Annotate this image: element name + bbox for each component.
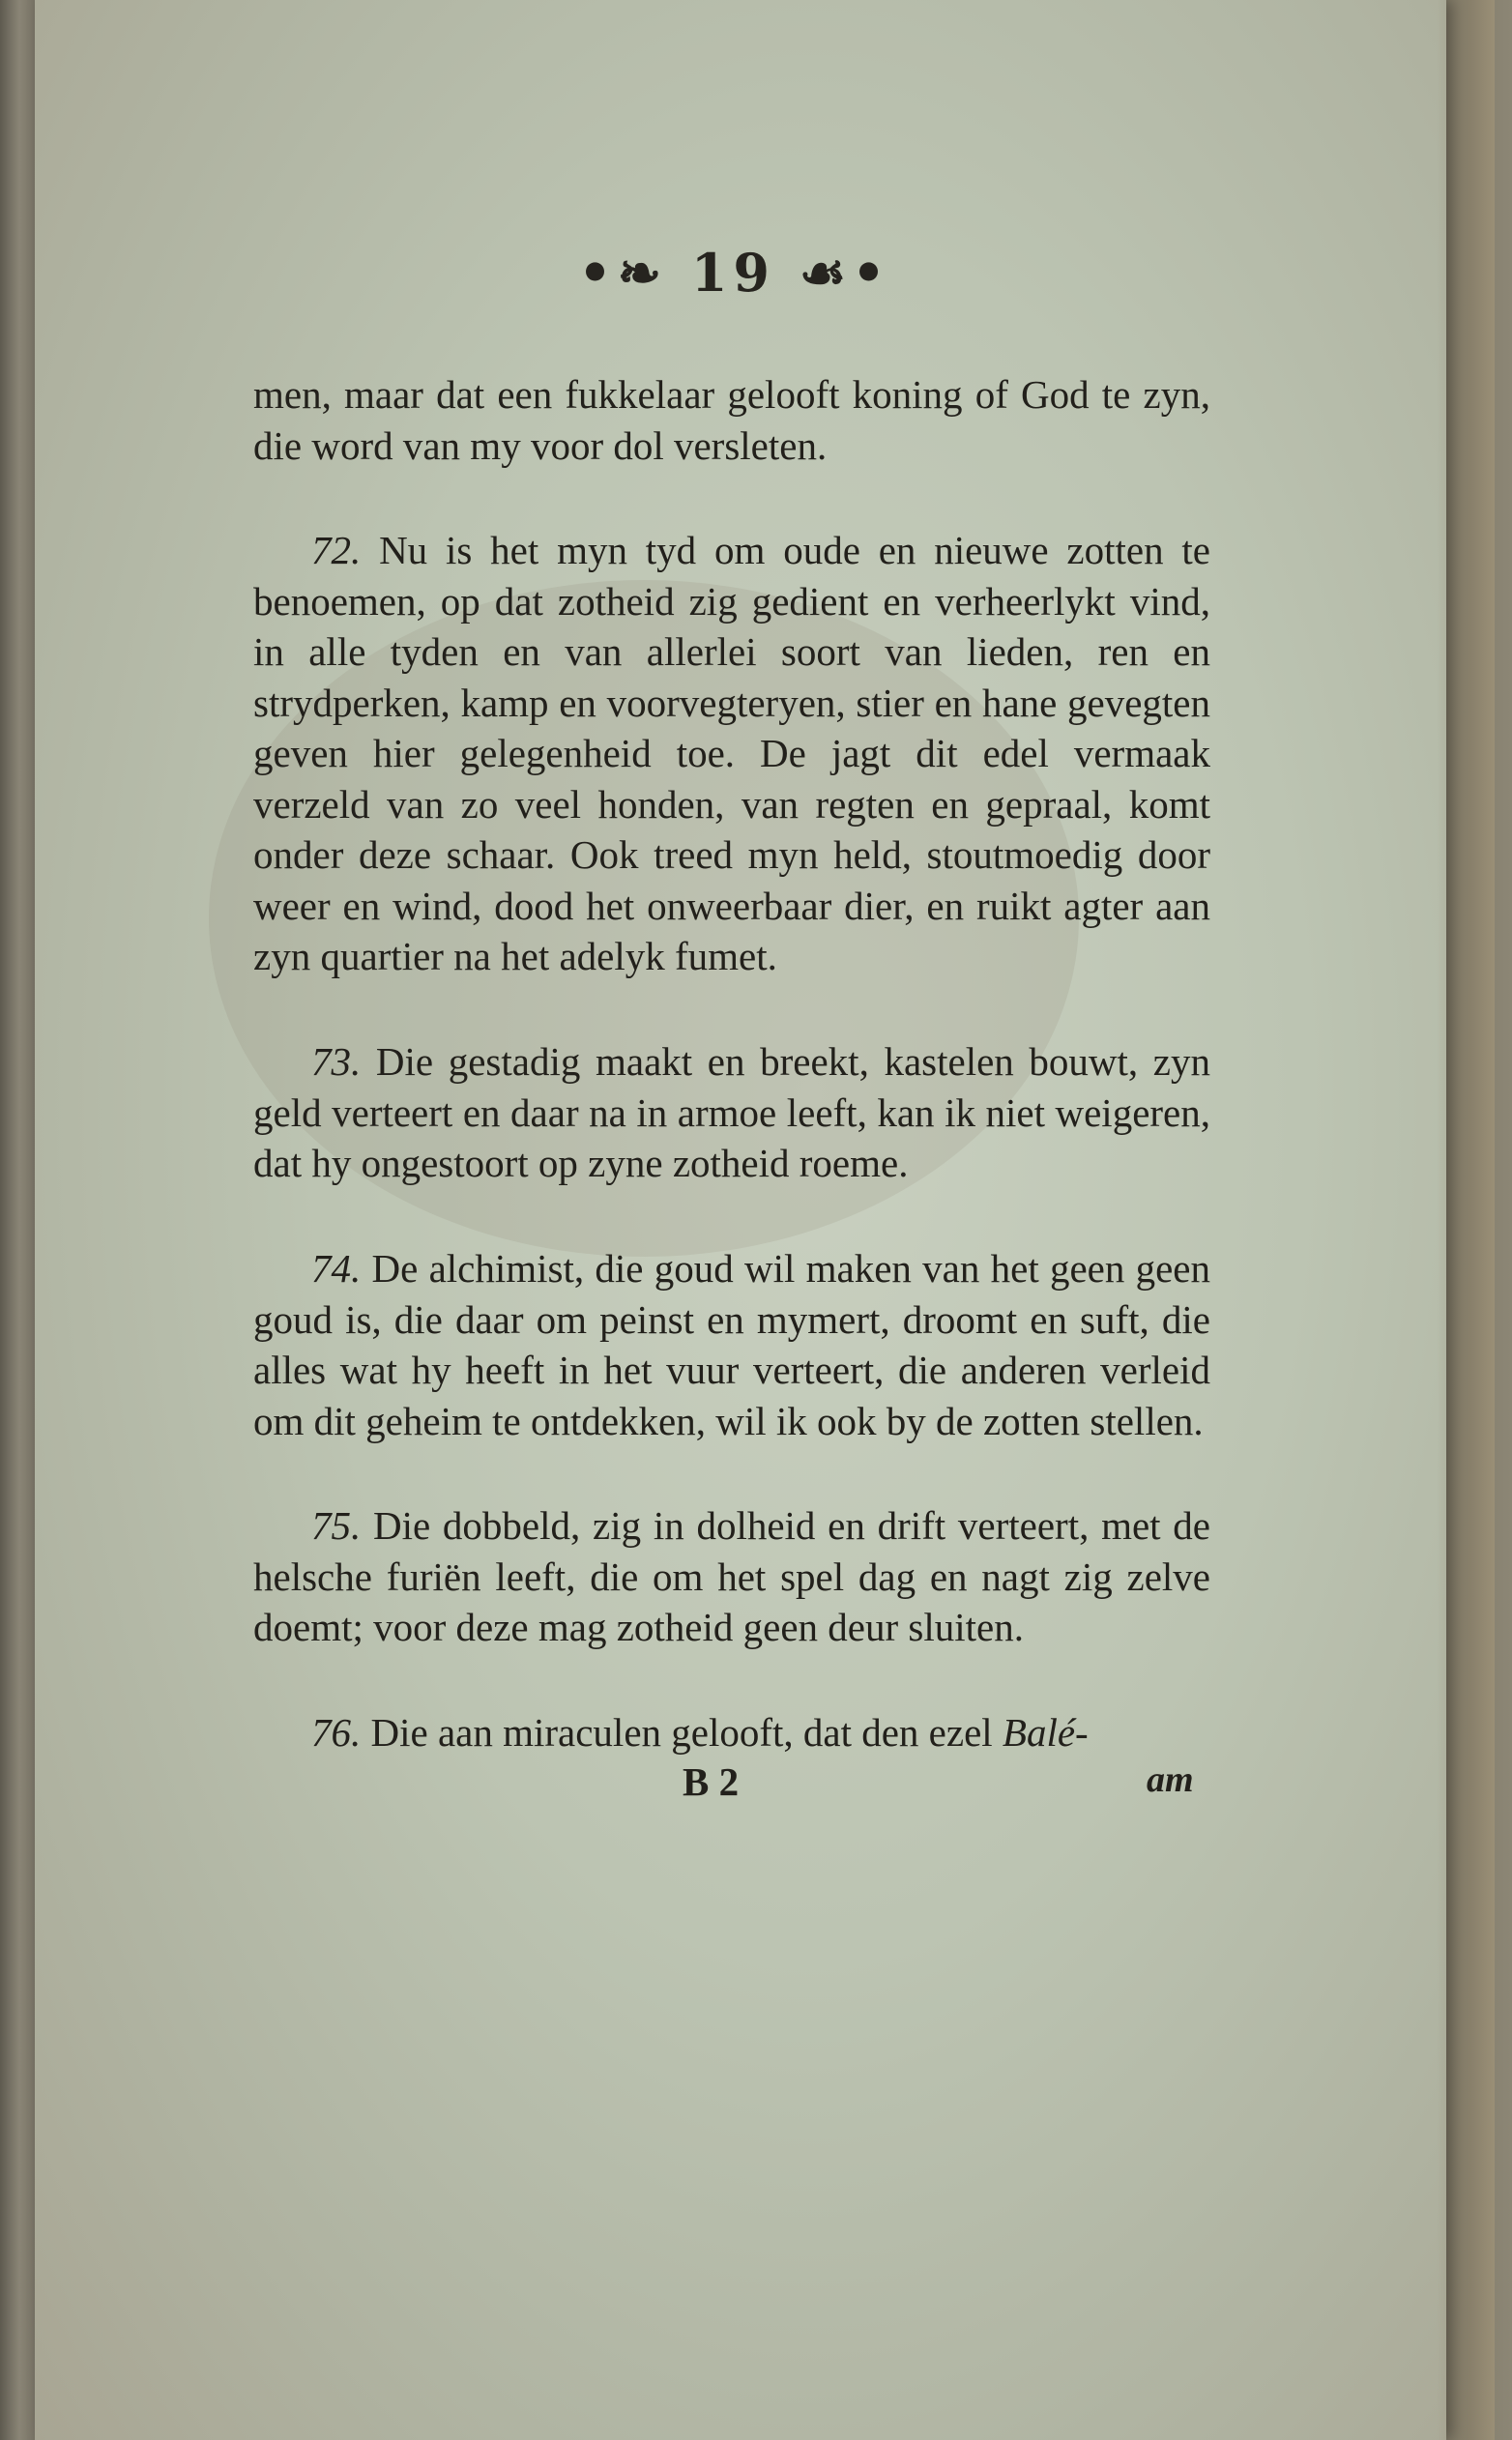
paragraph-number: 73. (311, 1039, 362, 1084)
paragraph-76 (253, 1707, 1210, 1758)
catchword: am (1147, 1759, 1194, 1800)
page-edge (1437, 0, 1495, 2440)
paragraph-73 (253, 1036, 1210, 1189)
paragraph-text: Die aan miraculen gelooft, dat den ezel (370, 1710, 993, 1755)
page-header: •❧ 19 ☙• (578, 242, 891, 304)
paragraph-number: 74. (311, 1246, 362, 1291)
signature-mark: B 2 (683, 1759, 740, 1804)
paragraph-75 (253, 1500, 1210, 1653)
paragraph-italic-tail: Balé- (1002, 1710, 1089, 1755)
paragraph-number: 72. (311, 528, 362, 572)
paragraph-text: Nu is het myn tyd om oude en nieuwe zotten te benoemen, op dat zotheid zig gedient en verheerlykt vind, in alle tyden en van allerlei soort van lieden, ren en strydperken, kamp en voorvegteryen, stier en hane gevegten geven hier gelegenheid toe. De jagt dit edel vermaak verzeld van zo veel honden, van regten en gepraal, komt onder deze schaar. Ook treed myn held, stoutmoedig door weer en wind, dood het onweerbaar dier, en ruikt agter aan zyn quartier na het adelyk fumet. (253, 528, 1211, 978)
paragraph-74 (253, 1243, 1210, 1446)
paragraph-continued (253, 369, 1210, 471)
paragraph-text: Die gestadig maakt en breekt, kastelen bouwt, zyn geld verteert en daar na in armoe leeft, kan ik niet weigeren, dat hy ongestoort op zyne zotheid roeme. (253, 1039, 1210, 1185)
book-page (35, 0, 1446, 2440)
paragraph-72 (253, 525, 1210, 982)
paragraph-number: 75. (311, 1503, 362, 1548)
paragraph-text: De alchimist, die goud wil maken van het geen geen goud is, die daar om peinst en mymert, droomt en suft, die alles wat hy heeft in het vuur verteert, die anderen verleid om dit geheim te ontdekken, wil ik ook by de zotten stellen. (253, 1246, 1211, 1443)
paragraph-text: men, maar dat een fukkelaar gelooft koning of God te zyn, die word van my voor dol versleten. (253, 372, 1210, 468)
paragraph-number: 76. (311, 1710, 362, 1755)
paragraph-text: Die dobbeld, zig in dolheid en drift verteert, met de helsche furiën leeft, die om het spel dag en nagt zig zelve doemt; voor deze mag zotheid geen deur sluiten. (253, 1503, 1210, 1649)
